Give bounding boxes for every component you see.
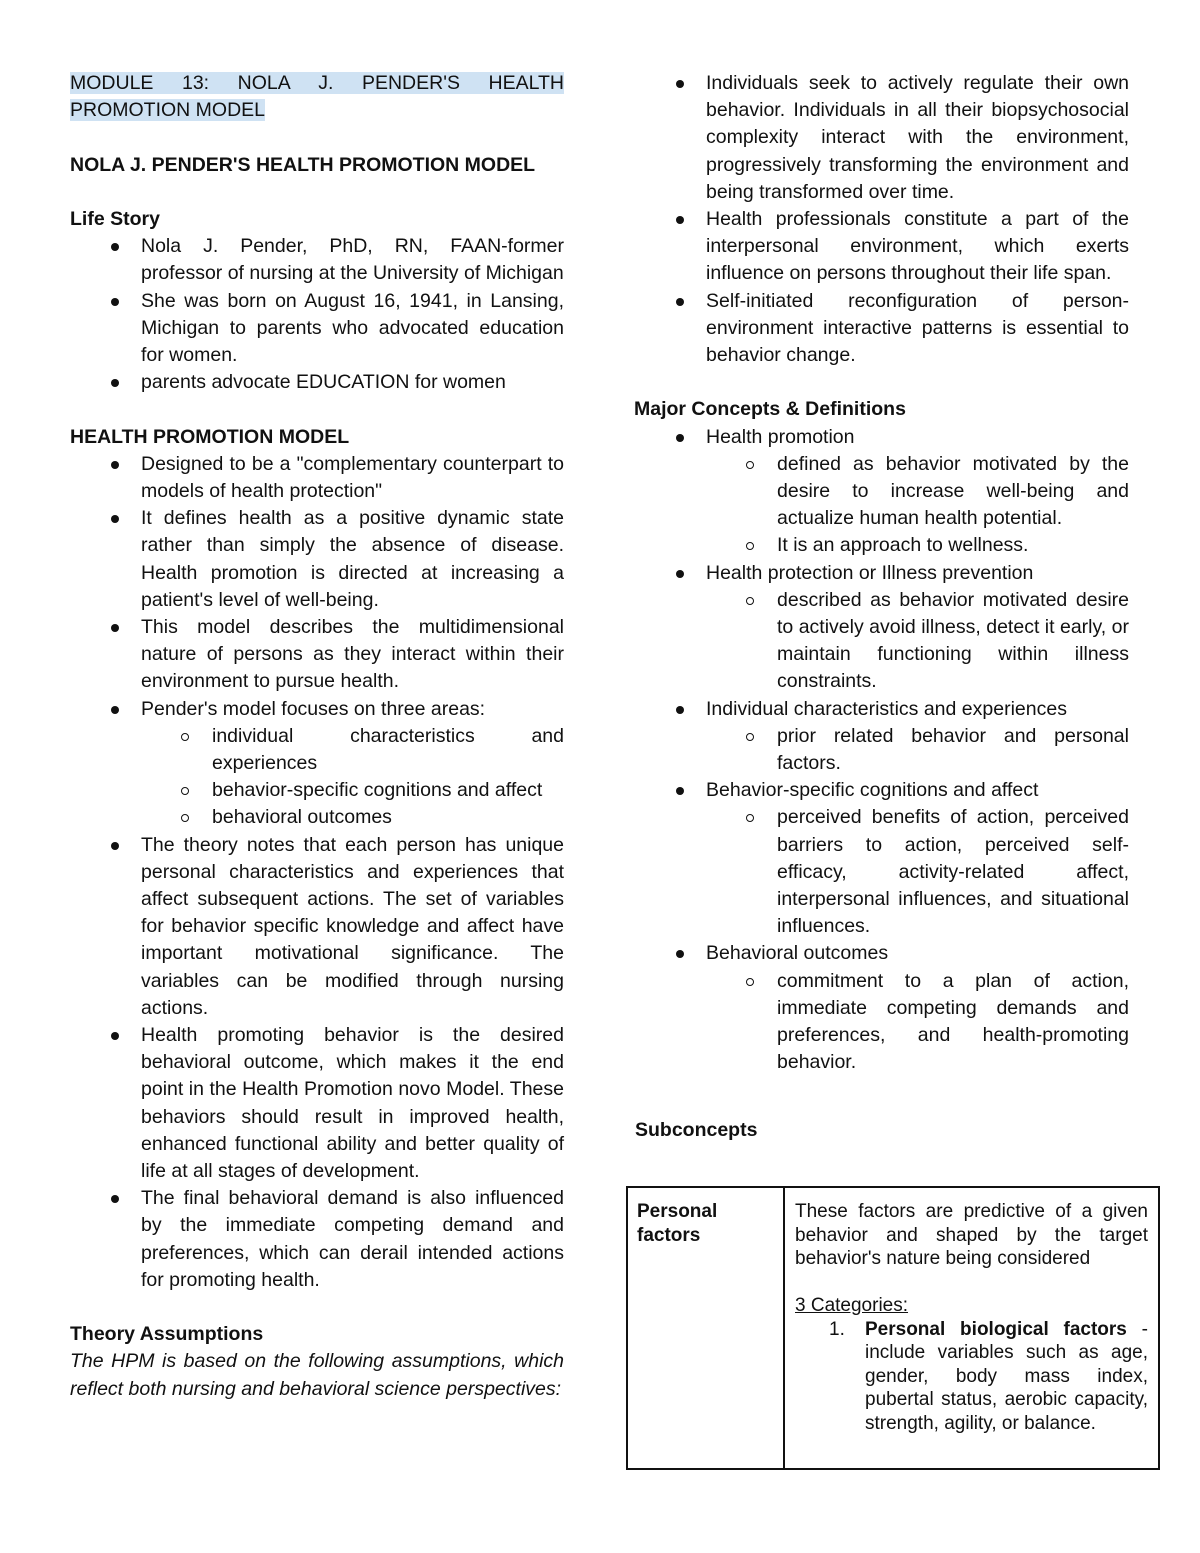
table-description: These factors are predictive of a given behavior and shaped by the target behavior's nature being considered — [795, 1201, 1148, 1269]
assumptions-intro: The HPM is based on the following assumptions, which reflect both nursing and behavioral science perspectives: — [70, 1350, 564, 1400]
list-item: The theory notes that each person has unique personal characteristics and experiences that affect subsequent actions. The set of variables for behavior specific knowledge and affect have important motivational significance. The variables can be modified through nursing actions. — [70, 832, 564, 1022]
list-item: Designed to be a "complementary counterpart to models of health protection" — [70, 451, 564, 505]
assumptions-heading: Theory Assumptions — [70, 1323, 264, 1346]
list-item — [635, 560, 1129, 696]
categories-label: 3 Categories: — [795, 1295, 909, 1316]
list-item: parents advocate EDUCATION for women — [70, 369, 564, 396]
category-text: - include variables such as age, gender, body mass index, pubertal status, aerobic capacity, strength, agility, or balance. — [865, 1318, 1148, 1434]
list-item: This model describes the multidimensional nature of persons as they interact within their environment to pursue health. — [70, 614, 564, 696]
hpm-list — [70, 451, 564, 1294]
concepts-list — [635, 424, 1129, 1077]
category-number: 1. — [829, 1318, 845, 1340]
concept-title: Health promotion — [706, 425, 855, 448]
main-heading: NOLA J. PENDER'S HEALTH PROMOTION MODEL — [70, 153, 536, 176]
list-item: Nola J. Pender, PhD, RN, FAAN-former professor of nursing at the University of Michigan — [70, 233, 564, 287]
list-item — [635, 777, 1129, 940]
concept-sub-list — [706, 804, 1129, 940]
list-item: Self-initiated reconfiguration of person-environment interactive patterns is essential to behavior change. — [635, 288, 1129, 370]
sub-list-item: behavior-specific cognitions and affect — [141, 777, 564, 804]
category-item — [795, 1318, 1148, 1436]
list-item: Individuals seek to actively regulate their own behavior. Individuals in all their biopsychosocial complexity interact with the environment, progressively transforming the environment and being transformed over time. — [635, 70, 1129, 206]
left-column — [70, 70, 564, 1403]
concept-sub-list — [706, 587, 1129, 696]
sub-list-item: perceived benefits of action, perceived barriers to action, perceived self-efficacy, activity-related affect, interpersonal influences, and situational influences. — [706, 804, 1129, 940]
list-item: It defines health as a positive dynamic state rather than simply the absence of disease. Health promotion is directed at increasing a patient's level of well-being. — [70, 505, 564, 614]
list-item: Health professionals constitute a part of the interpersonal environment, which exerts influence on persons throughout their life span. — [635, 206, 1129, 288]
sub-list-item: It is an approach to wellness. — [706, 532, 1129, 559]
list-item — [635, 940, 1129, 1076]
concept-sub-list — [706, 451, 1129, 560]
subconcepts-table — [626, 1186, 1160, 1470]
concept-title: Health protection or Illness prevention — [706, 561, 1034, 584]
concept-title: Individual characteristics and experiences — [706, 697, 1067, 720]
sub-list-item: individual characteristics and experiences — [141, 723, 564, 777]
hpm-heading: HEALTH PROMOTION MODEL — [70, 425, 350, 448]
sub-list-item: behavioral outcomes — [141, 804, 564, 831]
table-content-cell — [785, 1188, 1158, 1468]
categories-list — [795, 1318, 1148, 1436]
concepts-heading: Major Concepts & Definitions — [634, 398, 906, 421]
sub-list-item: prior related behavior and personal factors. — [706, 723, 1129, 777]
list-item — [635, 696, 1129, 778]
subconcepts-heading: Subconcepts — [635, 1118, 758, 1141]
list-item — [635, 424, 1129, 560]
concept-sub-list — [706, 968, 1129, 1077]
concept-sub-list — [706, 723, 1129, 777]
three-areas-list — [141, 723, 564, 832]
list-item-text: Pender's model focuses on three areas: — [141, 697, 486, 720]
list-item: She was born on August 16, 1941, in Lansing, Michigan to parents who advocated education for women. — [70, 288, 564, 370]
sub-list-item: described as behavior motivated desire to actively avoid illness, detect it early, or maintain functioning within illness constraints. — [706, 587, 1129, 696]
concept-title: Behavior-specific cognitions and affect — [706, 779, 1039, 802]
sub-list-item: defined as behavior motivated by the desire to increase well-being and actualize human health potential. — [706, 451, 1129, 533]
module-title: MODULE 13: NOLA J. PENDER'S HEALTH PROMOTION MODEL — [70, 72, 564, 122]
concept-title: Behavioral outcomes — [706, 942, 889, 965]
list-item — [70, 696, 564, 832]
list-item: The final behavioral demand is also influenced by the immediate competing demand and preferences, which can derail intended actions for promoting health. — [70, 1185, 564, 1294]
life-story-list — [70, 233, 564, 396]
sub-list-item: commitment to a plan of action, immediate competing demands and preferences, and health-promoting behavior. — [706, 968, 1129, 1077]
assumptions-list — [635, 70, 1129, 369]
life-story-heading: Life Story — [70, 207, 160, 230]
list-item: Health promoting behavior is the desired behavioral outcome, which makes it the end point in the Health Promotion novo Model. These behaviors should result in improved health, enhanced functional ability and better quality of life at all stages of development. — [70, 1022, 564, 1185]
table-label-cell: Personal factors — [628, 1188, 785, 1468]
category-title: Personal biological factors — [865, 1318, 1127, 1340]
right-column — [635, 70, 1129, 1144]
